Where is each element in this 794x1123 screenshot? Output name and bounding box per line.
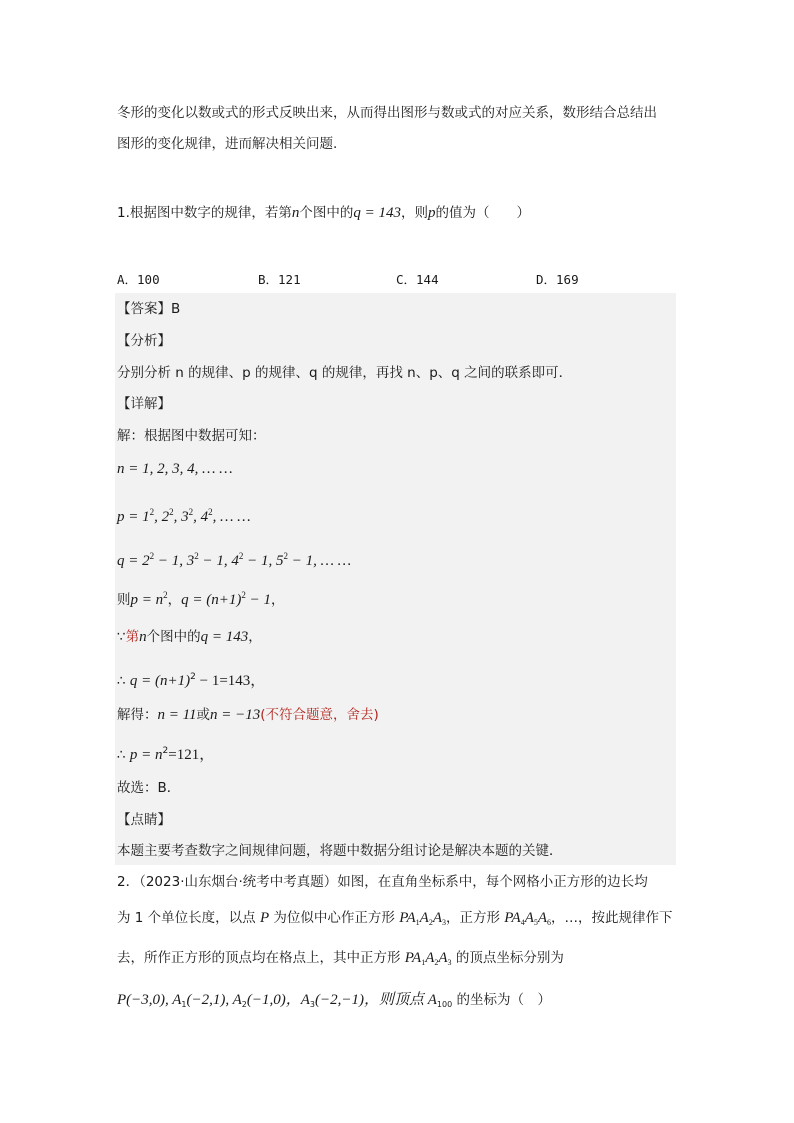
q-sequence: $q = 2^2 - 1$, $3^2 - 1$, $4^2 - 1$, $5^2 - 1$, … … xyxy=(117,551,352,569)
detail-intro: 解：根据图中数据可知： xyxy=(117,428,266,444)
p-sequence: $p = 1^2$, $2^2$, $3^2$, $4^2$, … … xyxy=(117,507,251,525)
q2-line4-e: 的坐标为（ ） xyxy=(452,992,551,1008)
q1-mid: 个图中的 xyxy=(299,205,354,221)
comment-text: 本题主要考查数字之间规律问题，将题中数据分组讨论是解决本题的关键． xyxy=(117,843,563,859)
question-1-stem xyxy=(117,203,530,223)
q2-line4-d: (−2,−1)，则顶点 A xyxy=(315,992,437,1008)
because-text: 第 xyxy=(125,629,140,645)
choice-a[interactable]: A．100 xyxy=(117,272,160,287)
q2-line2-c: ，正方形 xyxy=(445,910,505,926)
q2-line2-a: 为 1 个单位长度，以点 xyxy=(117,910,260,926)
analysis-label: 【分析】 xyxy=(117,333,171,349)
analysis-text: 分别分析 n 的规律、p 的规律、q 的规律，再找 n、p、q 之间的联系即可． xyxy=(117,365,573,381)
solve-note: (不符合题意，舍去) xyxy=(260,707,379,723)
because-line xyxy=(117,627,262,647)
q2-line-4: P(−3,0), $A_1(-2,1)$, $A_2(-1,0)$，$A_3(-2,-1)$，则顶点 $A_{100}$ 的坐标为（ ） xyxy=(117,992,551,1009)
q1-mid2: ，则 xyxy=(401,205,429,221)
formula-line: 则$p = n^2$，$q = (n+1)^2 - 1$， xyxy=(117,590,285,608)
p-result-tail: =121， xyxy=(168,747,215,763)
because-equation: q = 143 xyxy=(200,629,249,645)
choice-d[interactable]: D．169 xyxy=(536,272,579,287)
comment-label: 【点睛】 xyxy=(117,812,171,828)
answer-label: 【答案】 xyxy=(117,301,171,317)
choice-c[interactable]: C．144 xyxy=(396,272,439,287)
q2-line4-b: (−2,1), A xyxy=(186,992,242,1008)
intro-line-1: 冬形的变化以数或式的形式反映出来，从而得出图形与数或式的对应关系，数形结合总结出 xyxy=(117,105,657,121)
q2-line-2: 为 1 个单位长度，以点 P 为位似中心作正方形 $PA_1A_2A_3$，正方形 $PA_4A_5A_6$，…，按此规律作下 xyxy=(117,910,673,927)
because-end: ， xyxy=(248,629,262,645)
intro-line-2: 图形的变化规律，进而解决相关问题. xyxy=(117,136,338,152)
q2-line2-b: 为位似中心作正方形 xyxy=(269,910,400,926)
solve-or: 或 xyxy=(196,707,211,723)
choice-b[interactable]: B．121 xyxy=(258,272,301,287)
solve-label: 解得： xyxy=(117,707,158,723)
q2-line-3: 去，所作正方形的顶点均在格点上，其中正方形 $PA_1A_2A_3$ 的顶点坐标分别为 xyxy=(117,950,564,967)
q2-line3-b: 的顶点坐标分别为 xyxy=(451,950,564,966)
q2-line3-a: 去，所作正方形的顶点均在格点上，其中正方形 xyxy=(117,950,405,966)
q2-sub-100: 100 xyxy=(436,1000,453,1009)
because-n: n xyxy=(139,629,147,645)
q1-condition: q = 143 xyxy=(353,205,402,221)
q1-suffix: 的值为（ ） xyxy=(435,205,531,221)
p-seq-head: p = 1 xyxy=(117,509,150,525)
choose-line: 故选：B． xyxy=(117,780,181,796)
detail-label: 【详解】 xyxy=(117,396,171,412)
solve-n-11: n = 11 xyxy=(157,707,197,723)
therefore-equation: q = (n+1) xyxy=(129,673,191,689)
q1-prefix: 1.根据图中数字的规律，若第 xyxy=(117,205,292,221)
then-word: 则 xyxy=(117,592,131,608)
therefore-symbol-2: ∴ xyxy=(117,747,126,763)
q2-line4-a: P(−3,0), A xyxy=(117,992,182,1008)
therefore-line: ∴ $q = (n+1)^2 - 1=143$， xyxy=(117,672,266,689)
therefore-symbol: ∴ xyxy=(117,673,126,689)
p-result-line: ∴ $p = n^2=121$， xyxy=(117,746,215,763)
q1-var-p: p xyxy=(428,205,436,221)
answer-line xyxy=(117,299,180,319)
q-seq-head: q = 2 xyxy=(117,553,150,569)
because-symbol: ∵ xyxy=(117,629,126,645)
q2-line2-d: ，…，按此规律作下 xyxy=(551,910,673,926)
q2-line-1: 2．（2023·山东烟台·统考中考真题）如图，在直角坐标系中，每个网格小正方形的边长均 xyxy=(117,874,648,890)
therefore-tail: − 1=143， xyxy=(195,673,266,689)
because-text-2: 个图中的 xyxy=(146,629,201,645)
solve-n-neg13: n = −13 xyxy=(210,707,261,723)
answer-value: B xyxy=(171,301,181,317)
solve-line xyxy=(117,705,379,725)
q2-line4-c: (−1,0)，A xyxy=(246,992,310,1008)
n-sequence: n = 1, 2, 3, 4, … … xyxy=(117,461,233,477)
p-result: p = n xyxy=(129,747,163,763)
q1-var-n: n xyxy=(291,205,300,221)
